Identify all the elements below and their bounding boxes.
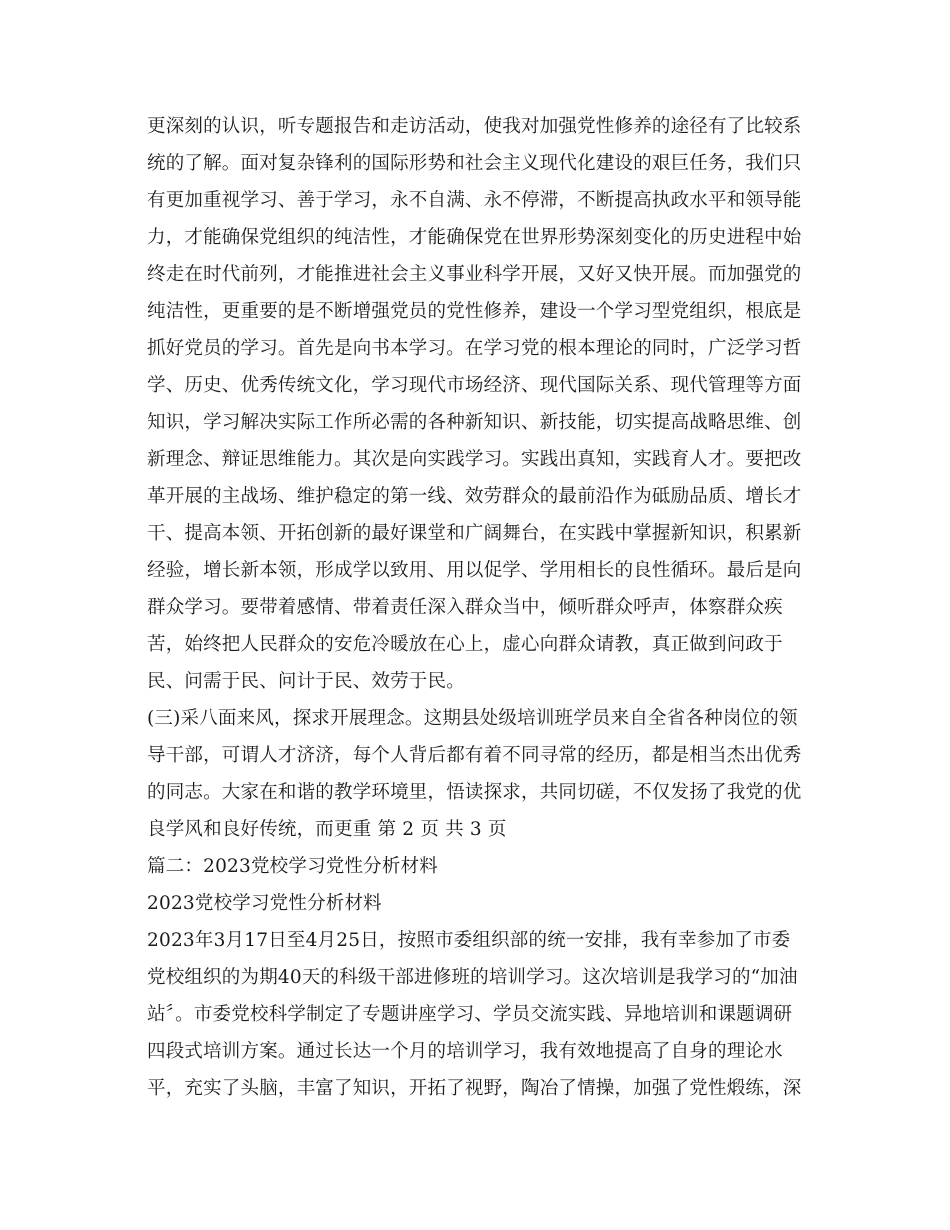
text-line: 群众学习。要带着感情、带着责任深入群众当中，倾听群众呼声，体察群众疾: [147, 597, 783, 618]
text-line: 站〞。市委党校科学制定了专题讲座学习、学员交流实践、异地培训和课题调研: [147, 1004, 793, 1025]
text-line: 终走在时代前列，才能推进社会主义事业科学开展，又好又快开展。而加强党的: [147, 264, 802, 285]
section-heading: (三)采八面来风，探求开展理念。这期县处级培训班学员来自全省各种岗位的领: [147, 708, 798, 729]
text-line: 经验，增长新本领，形成学以致用、用以促学、学用相长的良性循环。最后是向: [147, 560, 802, 581]
text-line: 统的了解。面对复杂锋利的国际形势和社会主义现代化建设的艰巨任务，我们只: [147, 153, 802, 174]
article-title: 2023党校学习党性分析材料: [147, 893, 382, 914]
text-line: 平，充实了头脑，丰富了知识，开拓了视野，陶冶了情操，加强了党性煅练，深: [147, 1078, 802, 1099]
text-line: 苦，始终把人民群众的安危冷暖放在心上，虚心向群众请教，真正做到问政于: [147, 634, 783, 655]
text-line: 党校组织的为期40天的科级干部进修班的培训学习。这次培训是我学习的“加油: [147, 967, 798, 988]
text-line: 干、提高本领、开拓创新的最好课堂和广阔舞台，在实践中掌握新知识，积累新: [147, 523, 802, 544]
text-line: 知识，学习解决实际工作所必需的各种新知识、新技能，切实提高战略思维、创: [147, 412, 802, 433]
text-line: 2023年3月17日至4月25日，按照市委组织部的统一安排，我有幸参加了市委: [147, 930, 791, 951]
text-line: 有更加重视学习、善于学习，永不自满、永不停滞，不断提高执政水平和领导能: [147, 190, 802, 211]
text-line: 的同志。大家在和谐的教学环境里，悟读探求，共同切磋，不仅发扬了我党的优: [147, 782, 802, 803]
text-line: 四段式培训方案。通过长达一个月的培训学习，我有效地提高了自身的理论水: [147, 1041, 783, 1062]
article-heading: 篇二：2023党校学习党性分析材料: [147, 856, 438, 877]
text-line: 革开展的主战场、维护稳定的第一线、效劳群众的最前沿作为砥励品质、增长才: [147, 486, 802, 507]
text-line: 民、问需于民、问计于民、效劳于民。: [147, 671, 465, 692]
text-line: 新理念、辩证思维能力。其次是向实践学习。实践出真知，实践育人才。要把改: [147, 449, 802, 470]
text-line: 力，才能确保党组织的纯洁性，才能确保党在世界形势深刻变化的历史进程中始: [147, 227, 802, 248]
text-line: 导干部，可谓人才济济，每个人背后都有着不同寻常的经历，都是相当杰出优秀: [147, 745, 802, 766]
text-line: 更深刻的认识，听专题报告和走访活动，使我对加强党性修养的途径有了比较系: [147, 116, 802, 137]
text-line: 抓好党员的学习。首先是向书本学习。在学习党的根本理论的同时，广泛学习哲: [147, 338, 802, 359]
text-line: 纯洁性，更重要的是不断增强党员的党性修养，建设一个学习型党组织，根底是: [147, 301, 802, 322]
page-footer-line: 良学风和良好传统，而更重 第 2 页 共 3 页: [147, 819, 507, 840]
text-line: 学、历史、优秀传统文化，学习现代市场经济、现代国际关系、现代管理等方面: [147, 375, 802, 396]
